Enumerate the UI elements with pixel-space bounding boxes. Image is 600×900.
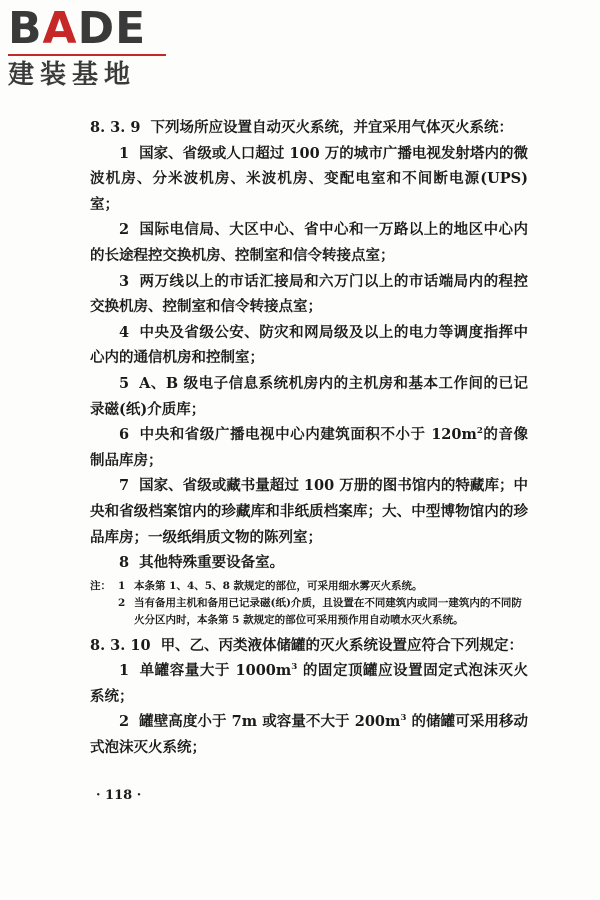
list-item: 5 A、B 级电子信息系统机房内的主机房和基本工作间的已记录磁(纸)介质库；	[90, 374, 528, 418]
list-item: 2 罐壁高度小于 7m 或容量不大于 $200m^3$ 的储罐可采用移动式泡沫灭火系统；	[90, 713, 528, 757]
list-item: 2 国际电信局、大区中心、省中心和一万路以上的地区中心内的长途程控交换机房、控制室和信令转接点室；	[90, 221, 528, 264]
list-item: 4 中央及省级公安、防灾和网局级及以上的电力等调度指挥中心内的通信机房和控制室；	[90, 323, 528, 367]
page-number: · 118 ·	[96, 788, 142, 803]
list-item: 7 国家、省级或藏书量超过 100 万册的图书馆内的特藏库；中央和省级档案馆内的珍藏库和非纸质档案库；大、中型博物馆内的珍品库房；一级纸绢质文物的陈列室；	[90, 477, 528, 546]
logo-divider	[8, 54, 166, 56]
document-body	[90, 115, 528, 761]
note-item: 注： 1 本条第 1、4、5、8 款规定的部位，可采用细水雾灭火系统。	[90, 579, 423, 592]
list-item: 8 其他特殊重要设备室。	[119, 554, 285, 572]
list-item: 6 中央和省级广播电视中心内建筑面积不小于 $120m^2$的音像制品库房；	[90, 426, 529, 469]
list-item: 1 国家、省级或人口超过 100 万的城市广播电视发射塔内的微波机房、分米波机房、米波机房、变配电室和不间断电源(UPS)室；	[90, 144, 528, 213]
list-item: 3 两万线以上的市话汇接局和六万门以上的市话端局内的程控交换机房、控制室和信令转接点室；	[90, 272, 528, 316]
list-item: 1 单罐容量大于 $1000m^3$ 的固定顶罐应设置固定式泡沫灭火系统；	[90, 662, 529, 705]
logo-tagline: 建装基地	[8, 60, 137, 90]
logo-wordmark: BADE	[8, 3, 147, 54]
notes-block	[90, 578, 528, 629]
brand-logo	[8, 4, 178, 92]
note-item: 2 当有备用主机和备用已记录磁(纸)介质，且设置在不同建筑内或同一建筑内的不同防火分区内时，本条第 5 款规定的部位可采用预作用自动喷水灭火系统。	[118, 596, 522, 626]
clause-heading: 8. 3. 9 下列场所应设置自动灭火系统，并宜采用气体灭火系统：	[90, 119, 513, 136]
clause-heading: 8. 3. 10 甲、乙、丙类液体储罐的灭火系统设置应符合下列规定：	[90, 636, 524, 654]
